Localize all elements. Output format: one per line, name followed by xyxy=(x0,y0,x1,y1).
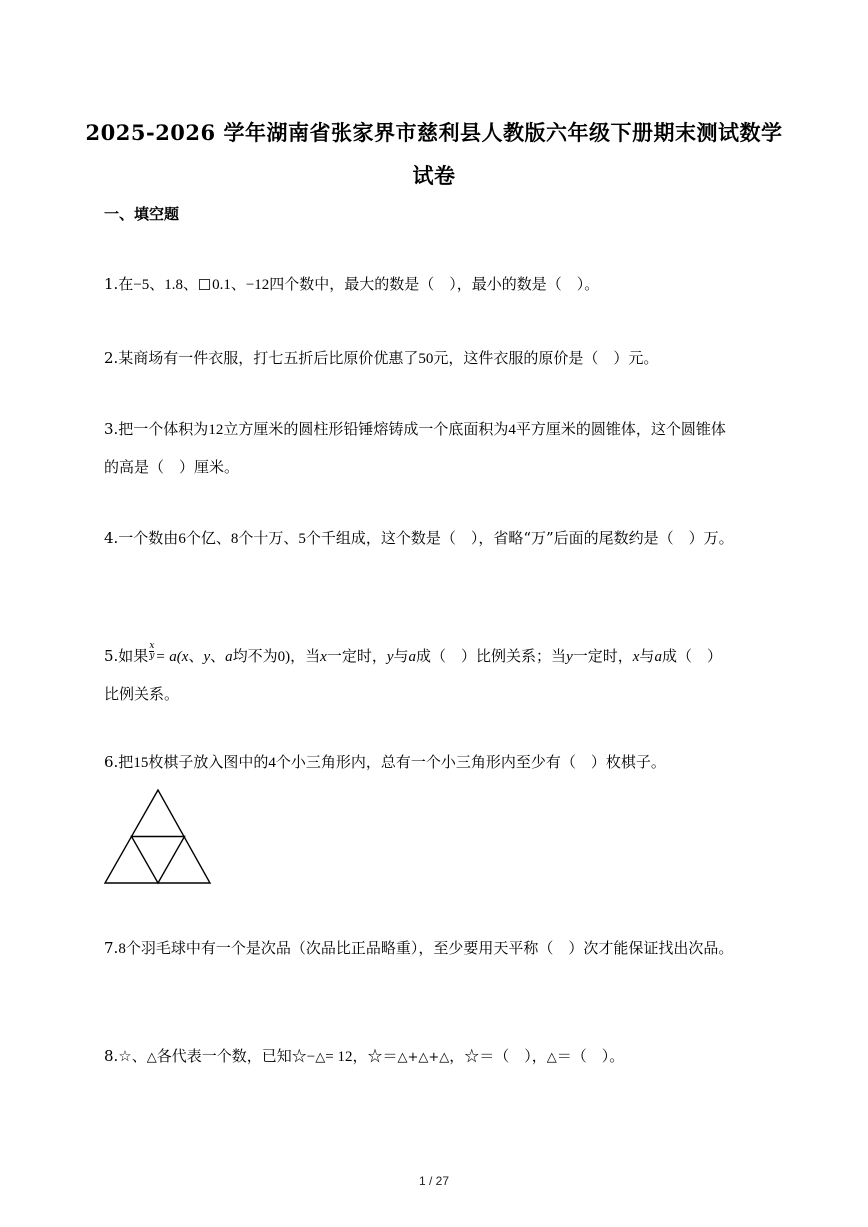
q5-line-2: 比例关系。 xyxy=(104,685,180,703)
q4-text-c: 个十万、 xyxy=(238,529,299,547)
q7-text-a: 7. xyxy=(104,939,119,957)
document-title-line-2: 试卷 xyxy=(412,163,456,188)
q7-value-1: 8 xyxy=(118,941,126,957)
q5-fraction-numerator: x xyxy=(149,641,155,651)
page-number: 1 / 27 xyxy=(418,1174,450,1188)
q5-text-k: 成（ ） xyxy=(661,647,722,665)
q1-value-3: 0.1 xyxy=(212,277,231,293)
q5-sep-2: 、 xyxy=(210,647,226,665)
question-7 xyxy=(104,930,824,968)
q5-text-h: 成（ ）比例关系；当 xyxy=(416,647,567,665)
q5-var-x-1: x xyxy=(320,649,327,665)
q8-triangle-sum: △+△+△ xyxy=(397,1050,450,1065)
question-4 xyxy=(104,520,804,558)
q4-text-d: 个千组成，这个数是（ ），省略“万”后面的尾数约是（ ）万。 xyxy=(305,529,734,547)
q8-text-e: ＝（ ）。 xyxy=(556,1047,625,1065)
q5-fraction xyxy=(149,642,154,661)
q3-text-b: 立方厘米的圆柱形铅锤熔铸成一个底面积为 xyxy=(223,420,509,438)
q5-text-i: 一定时， xyxy=(572,647,633,665)
section-heading: 一、填空题 xyxy=(104,205,180,223)
q2-value-1: 50 xyxy=(418,351,434,367)
q8-minus: − xyxy=(306,1049,316,1065)
q6-text-b: 枚棋子放入图中的 xyxy=(148,753,269,771)
q5-text-e: ，当 xyxy=(290,647,321,665)
q6-value-2: 4 xyxy=(268,755,276,771)
q3-value-1: 12 xyxy=(208,422,224,438)
q8-text-d: ，☆＝（ ）， xyxy=(449,1047,547,1065)
q5-sep-1: 、 xyxy=(188,647,204,665)
q1-value-1: −5 xyxy=(133,277,150,293)
q3-text-c: 平方厘米的圆锥体，这个圆锥体 xyxy=(515,420,726,438)
q4-value-2: 8 xyxy=(230,531,239,547)
q5-var-x-2: x xyxy=(632,649,640,665)
q1-sep-3: 、 xyxy=(230,275,246,293)
document-title-line-1: 2025-2026 学年湖南省张家界市慈利县人教版六年级下册期末测试数学 xyxy=(85,120,783,145)
question-1 xyxy=(104,266,784,304)
missing-glyph-box xyxy=(199,279,210,290)
q5-zero: 0) xyxy=(277,649,291,665)
q4-text-b: 个亿、 xyxy=(185,529,231,547)
inner-triangle xyxy=(132,837,185,884)
q3-line-2: 的高是（ ）厘米。 xyxy=(104,458,240,476)
q2-text-b: 元，这件衣服的原价是（ ）元。 xyxy=(433,349,659,367)
q8-text-b: 各代表一个数，已知☆ xyxy=(156,1047,307,1065)
q8-text-a: 8.☆、 xyxy=(104,1047,147,1065)
q5-var-y-2: y xyxy=(386,649,394,665)
question-3 xyxy=(104,411,784,486)
q5-var-a-2: a xyxy=(408,649,417,665)
q6-text-c: 个小三角形内，总有一个小三角形内至少有（ ）枚棋子。 xyxy=(275,753,666,771)
q8-equals-12: = 12 xyxy=(325,1049,353,1065)
question-6 xyxy=(104,744,784,782)
q4-text-a: 4.一个数由 xyxy=(104,529,179,547)
q1-value-4: −12 xyxy=(245,277,270,293)
q5-fraction-denominator: y xyxy=(149,651,155,661)
q5-var-a: a xyxy=(225,649,233,665)
q1-sep-1: 、 xyxy=(149,275,165,293)
q5-text-d: 均不为 xyxy=(232,647,278,665)
q4-value-3: 5 xyxy=(298,531,306,547)
q7-text-b: 个羽毛球中有一个是次品（次品比正品略重），至少要用天平称（ ）次才能保证找出次品。 xyxy=(125,939,734,957)
q3-text-a: 3.把一个体积为 xyxy=(104,420,209,438)
q5-text-j: 与 xyxy=(639,647,655,665)
q5-var-a-3: a xyxy=(654,649,662,665)
q5-text-f: 一定时， xyxy=(326,647,387,665)
q1-value-2: 1.8 xyxy=(164,277,184,293)
q5-var-y-3: y xyxy=(566,649,573,665)
triangle-symbol-3: △ xyxy=(546,1050,557,1065)
q5-text-g: 与 xyxy=(393,647,409,665)
q8-text-c: ，☆＝ xyxy=(352,1047,398,1065)
triangle-figure xyxy=(102,788,214,886)
q2-text-a: 2.某商场有一件衣服，打七五折后比原价优惠了 xyxy=(104,349,419,367)
q4-value-1: 6 xyxy=(178,531,186,547)
q1-text-b: 四个数中，最大的数是（ ），最小的数是（ ）。 xyxy=(269,275,600,293)
q5-var-y: y xyxy=(203,649,211,665)
question-5 xyxy=(104,638,784,713)
triangle-symbol-2: △ xyxy=(315,1050,326,1065)
q1-sep-2: 、 xyxy=(183,275,199,293)
q3-value-2: 4 xyxy=(508,422,516,438)
question-8 xyxy=(104,1038,784,1076)
q6-text-a: 6.把 xyxy=(104,753,134,771)
q5-equation: = a(x xyxy=(155,649,189,665)
q6-value-1: 15 xyxy=(133,755,149,771)
q1-text-a: 1.在 xyxy=(104,275,134,293)
question-2 xyxy=(104,340,784,378)
q5-text-a: 5.如果 xyxy=(104,647,149,665)
triangle-symbol-1: △ xyxy=(146,1050,157,1065)
